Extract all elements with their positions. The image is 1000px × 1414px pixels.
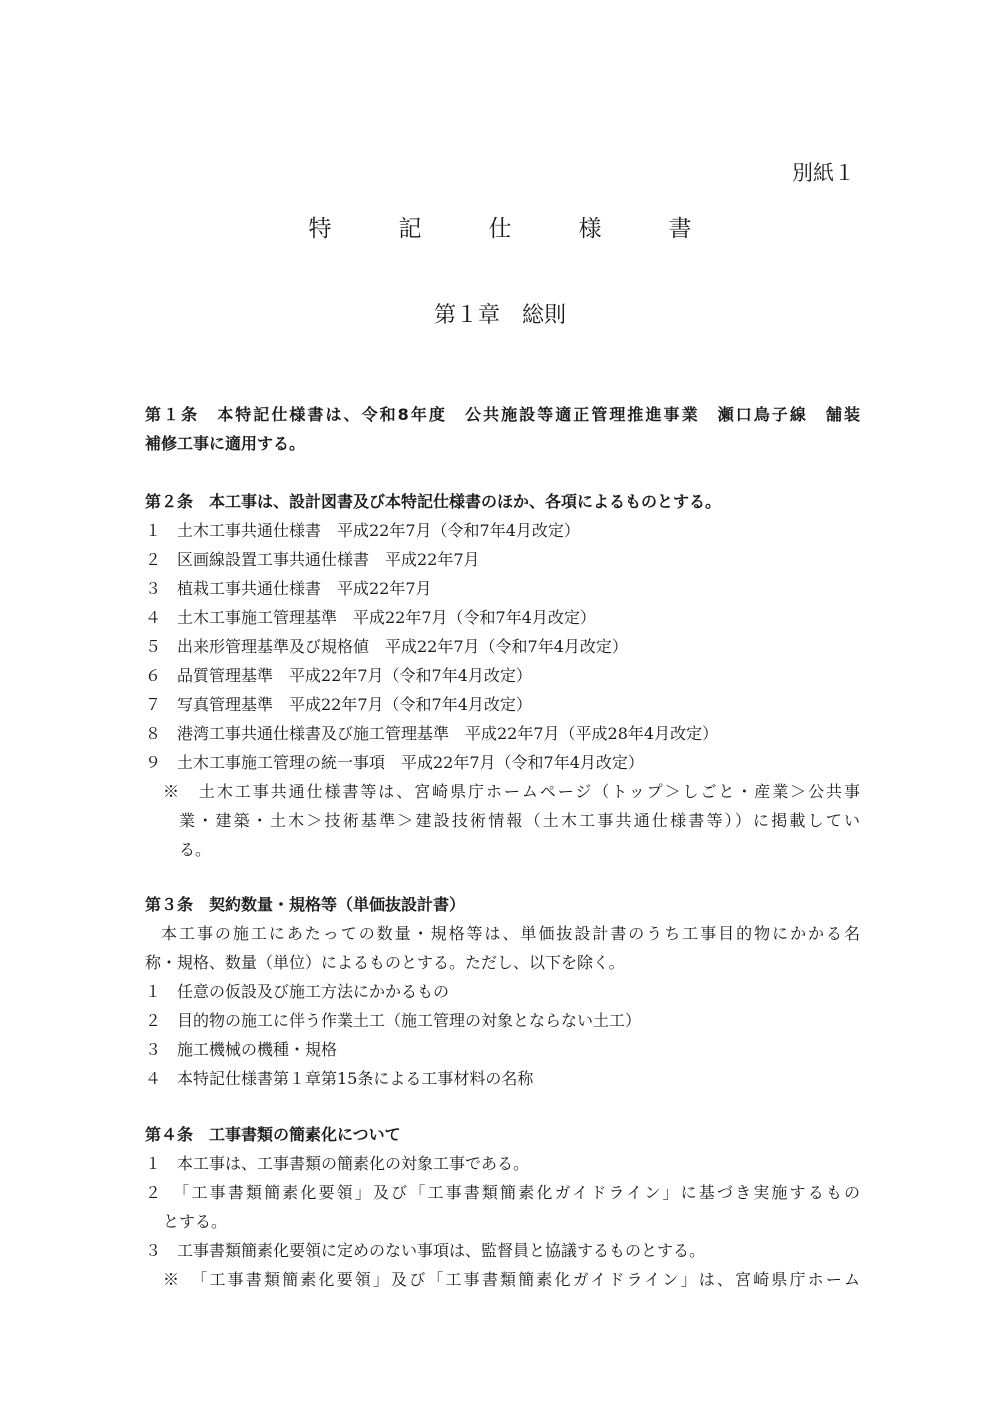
article-1	[145, 400, 860, 458]
article-2-item-3: ３ 植栽工事共通仕様書 平成22年7月	[145, 579, 432, 598]
article-4-item-2-line-2: とする。	[163, 1212, 228, 1231]
article-4-note: ※ 「工事書類簡素化要領」及び「工事書類簡素化ガイドライン」は、宮崎県庁ホーム	[163, 1270, 860, 1289]
article-4-item-2-line-1: ２ 「工事書類簡素化要領」及び「工事書類簡素化ガイドライン」に基づき実施するもの	[145, 1183, 860, 1202]
article-3-item-4: ４ 本特記仕様書第１章第15条による工事材料の名称	[145, 1069, 534, 1088]
article-4	[145, 1120, 860, 1294]
article-2-note-line-2: 業・建築・土木＞技術基準＞建設技術情報（土木工事共通仕様書等））に掲載してい	[179, 811, 860, 830]
article-2-item-5: ５ 出来形管理基準及び規格値 平成22年7月（令和7年4月改定）	[145, 637, 628, 656]
attachment-label: 別紙１	[792, 161, 855, 185]
article-2-item-9: ９ 土木工事施工管理の統一事項 平成22年7月（令和7年4月改定）	[145, 753, 644, 772]
article-3-item-3: ３ 施工機械の機種・規格	[145, 1040, 338, 1059]
article-2-item-1: １ 土木工事共通仕様書 平成22年7月（令和7年4月改定）	[145, 521, 580, 540]
article-3-heading: 第３条 契約数量・規格等（単価抜設計書）	[145, 895, 466, 914]
article-3-paragraph-line-1: 本工事の施工にあたっての数量・規格等は、単価抜設計書のうち工事目的物にかかる名	[161, 924, 860, 943]
article-3-paragraph-line-2: 称・規格、数量（単位）によるものとする。ただし、以下を除く。	[145, 953, 625, 972]
article-3	[145, 890, 860, 1093]
article-1-line-2: 補修工事に適用する。	[145, 434, 306, 453]
article-2-note-line-1: ※ 土木工事共通仕様書等は、宮崎県庁ホームページ（トップ＞しごと・産業＞公共事	[163, 782, 860, 801]
article-2-note-line-3: る。	[179, 840, 212, 859]
article-2-item-4: ４ 土木工事施工管理基準 平成22年7月（令和7年4月改定）	[145, 608, 596, 627]
chapter-heading: 第１章 総則	[433, 303, 566, 328]
article-3-item-1: １ 任意の仮設及び施工方法にかかるもの	[145, 982, 450, 1001]
article-4-item-1: １ 本工事は、工事書類の簡素化の対象工事である。	[145, 1154, 530, 1173]
article-2-item-2: ２ 区画線設置工事共通仕様書 平成22年7月	[145, 550, 480, 569]
article-3-item-2: ２ 目的物の施工に伴う作業土工（施工管理の対象とならない土工）	[145, 1011, 642, 1030]
article-1-line-1: 第１条 本特記仕様書は、令和8年度 公共施設等適正管理推進事業 瀬口鳥子線 舗装	[145, 405, 860, 424]
article-2-item-6: ６ 品質管理基準 平成22年7月（令和7年4月改定）	[145, 666, 532, 685]
document-title: 特 記 仕 様 書	[308, 216, 714, 242]
article-4-heading: 第４条 工事書類の簡素化について	[145, 1125, 401, 1144]
article-4-item-3: ３ 工事書類簡素化要領に定めのない事項は、監督員と協議するものとする。	[145, 1241, 706, 1260]
article-2-heading: 第２条 本工事は、設計図書及び本特記仕様書のほか、各項によるものとする。	[145, 492, 722, 511]
article-2-item-7: ７ 写真管理基準 平成22年7月（令和7年4月改定）	[145, 695, 532, 714]
article-2	[145, 487, 860, 864]
article-2-item-8: ８ 港湾工事共通仕様書及び施工管理基準 平成22年7月（平成28年4月改定）	[145, 724, 719, 743]
